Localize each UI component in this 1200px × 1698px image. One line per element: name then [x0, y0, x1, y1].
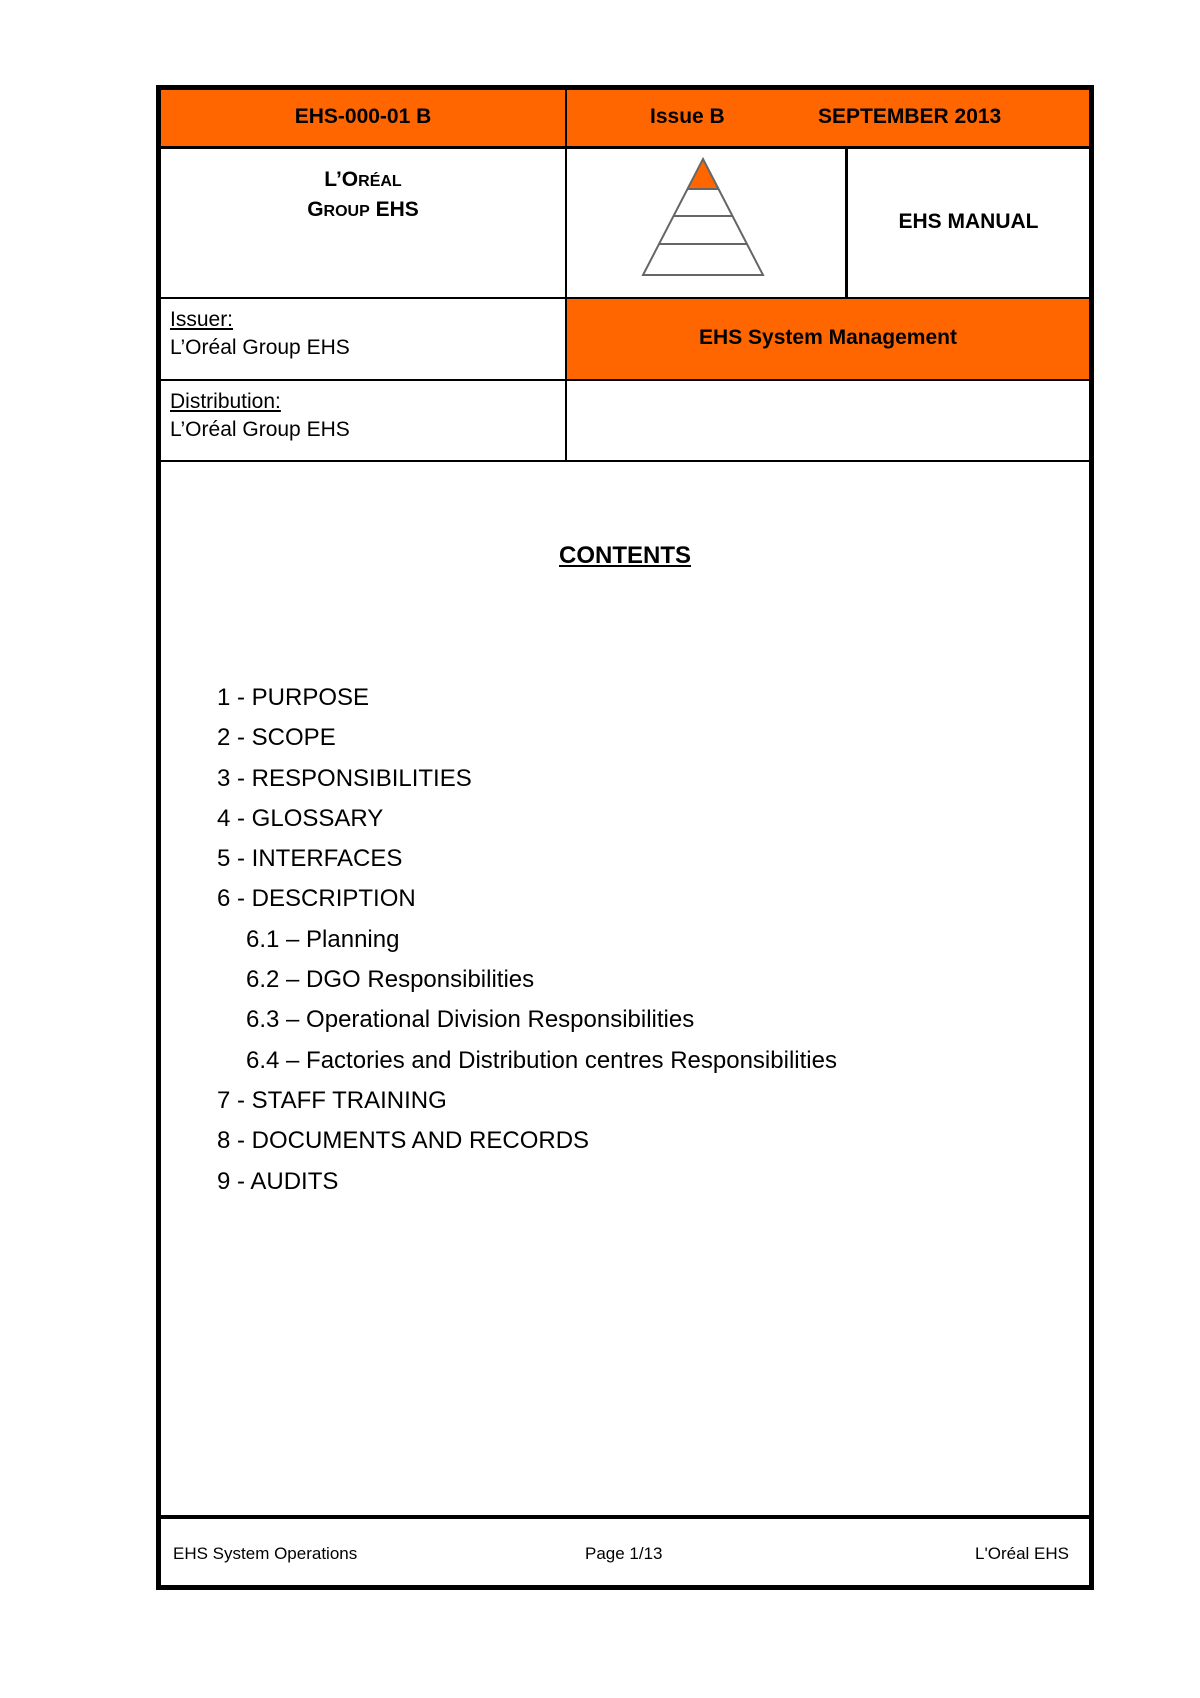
rule-distribution-bottom	[161, 460, 1089, 462]
toc-item-staff-training: 7 - STAFF TRAINING	[217, 1086, 447, 1114]
distribution-label: Distribution:	[170, 390, 281, 413]
toc-item-scope: 2 - SCOPE	[217, 724, 336, 752]
toc-item-factories: 6.4 – Factories and Distribution centres Responsibilities	[246, 1046, 837, 1074]
toc-item-dgo-responsibilities: 6.2 – DGO Responsibilities	[246, 966, 535, 994]
issue-date: SEPTEMBER 2013	[818, 105, 1002, 128]
rule-header-bottom	[161, 146, 1089, 149]
org-group-rest: ROUP	[323, 203, 370, 220]
section-title: EHS System Management	[699, 326, 957, 349]
issue-label: Issue B	[650, 105, 725, 128]
toc-item-purpose: 1 - PURPOSE	[217, 684, 370, 711]
rule-issuer-bottom	[161, 379, 1089, 381]
org-name-initial: L’O	[324, 168, 359, 191]
toc-item-description: 6 - DESCRIPTION	[217, 885, 416, 913]
toc-item-glossary: 4 - GLOSSARY	[217, 804, 384, 832]
toc-item-audits: 9 - AUDITS	[217, 1167, 339, 1195]
footer-page-number: Page 1/13	[585, 1544, 663, 1563]
manual-title: EHS MANUAL	[898, 210, 1039, 233]
org-name-rest: RÉAL	[358, 173, 402, 190]
footer-left: EHS System Operations	[173, 1544, 358, 1563]
toc-item-documents-records: 8 - DOCUMENTS AND RECORDS	[217, 1127, 590, 1155]
pyramid-logo-icon	[635, 156, 771, 284]
toc-item-operational-division: 6.3 – Operational Division Responsibilities	[246, 1006, 695, 1034]
toc-item-planning: 6.1 – Planning	[246, 925, 400, 953]
document-frame	[156, 85, 1094, 1590]
rule-logo-bottom	[161, 297, 1089, 299]
distribution-value: L’Oréal Group EHS	[170, 418, 350, 441]
doc-code: EHS-000-01 B	[294, 105, 432, 128]
footer-right: L'Oréal EHS	[975, 1544, 1069, 1563]
contents-title: CONTENTS	[559, 542, 691, 569]
toc-item-responsibilities: 3 - RESPONSIBILITIES	[217, 764, 472, 792]
issuer-value: L’Oréal Group EHS	[170, 336, 350, 359]
org-group-tail: EHS	[369, 198, 419, 221]
issuer-label: Issuer:	[170, 308, 234, 331]
rule-footer-top	[161, 1515, 1089, 1519]
org-group-initial: G	[307, 198, 324, 221]
toc-item-interfaces: 5 - INTERFACES	[217, 845, 403, 873]
rule-vertical-main	[565, 90, 567, 462]
table-of-contents	[217, 678, 837, 1202]
org-name	[161, 166, 565, 226]
